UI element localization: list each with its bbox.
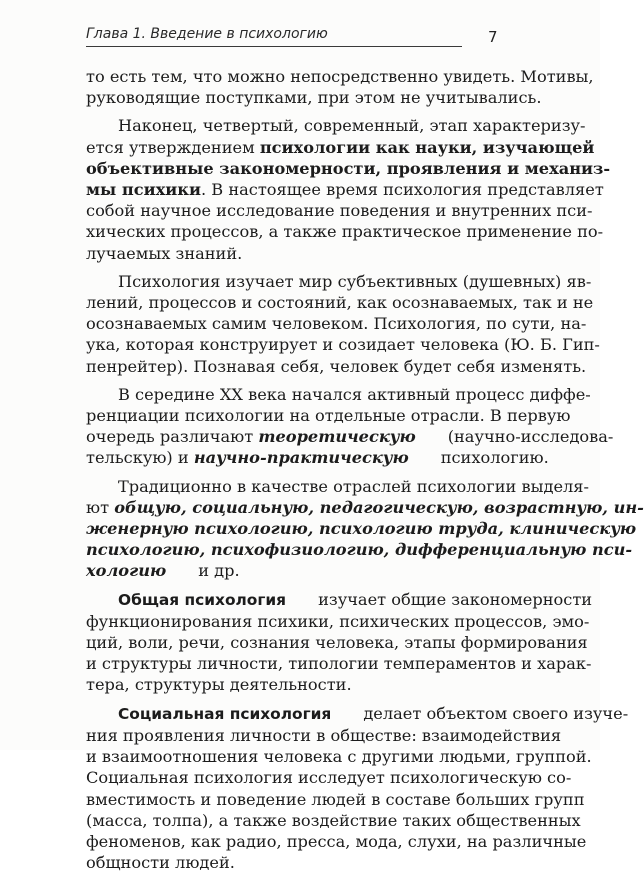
text-run: функционирования психики, психических процессов, эмо- — [86, 611, 590, 631]
text-run: очередь различают — [86, 427, 259, 447]
text-line — [86, 725, 562, 746]
text-run: и структуры личности, типологии темпераментов и харак- — [86, 654, 592, 674]
paragraph — [86, 66, 594, 108]
text-line — [86, 674, 494, 695]
text-line — [86, 447, 549, 468]
text-line — [86, 560, 494, 581]
text-run: изучает общие закономерности — [318, 589, 593, 609]
text-run: тельскую) и — [86, 448, 194, 468]
bold-italic-term: теоретическую — [258, 427, 416, 447]
text-line — [86, 179, 604, 200]
text-run: общности людей. — [86, 853, 235, 873]
text-line — [86, 66, 594, 87]
bold-italic-term: психологию, психофизиологию, дифференциальную пси- — [86, 540, 633, 560]
text-run: вместимость и поведение людей в составе больших групп — [86, 789, 585, 809]
text-line — [86, 632, 588, 653]
text-line — [86, 384, 591, 405]
text-line — [86, 334, 600, 355]
text-line — [86, 200, 593, 221]
section-term: Общая психология — [118, 590, 287, 609]
text-run: то есть тем, что можно непосредственно увидеть. Мотивы, — [86, 67, 594, 86]
paragraph — [86, 115, 611, 263]
paragraph — [86, 589, 593, 696]
bold-italic-term: научно-практическую — [193, 448, 409, 468]
text-run: руководящие поступками, при этом не учитывались. — [86, 88, 542, 108]
bold-emphasis: объективные закономерности, проявления и механиз- — [86, 158, 611, 178]
text-line — [86, 426, 614, 447]
text-run: ют — [86, 497, 115, 517]
text-run: лений, процессов и состояний, как осознаваемых, так и не — [86, 293, 594, 313]
text-line — [86, 313, 587, 334]
text-run: хических процессов, а также практическое применение по- — [86, 222, 604, 242]
text-line — [86, 405, 571, 426]
text-run: осознаваемых самим человеком. Психология, по сути, на- — [86, 314, 587, 334]
text-line — [86, 158, 611, 179]
paragraph — [86, 703, 629, 874]
text-line — [86, 539, 633, 560]
text-line — [86, 497, 644, 518]
page-header — [86, 22, 516, 50]
section-term: Социальная психология — [118, 704, 332, 723]
text-line — [86, 292, 594, 313]
header-rule — [86, 46, 462, 47]
bold-emphasis: мы психики — [86, 180, 201, 200]
text-run: . В настоящее время психология представляет — [201, 180, 604, 200]
text-line — [86, 703, 629, 725]
text-run: тера, структуры деятельности. — [86, 675, 352, 695]
text-line — [86, 221, 604, 242]
text-line — [86, 476, 589, 497]
text-line — [86, 653, 592, 674]
text-line — [86, 852, 494, 873]
text-run: ренциации психологии на отдельные отрасли. В первую — [86, 406, 571, 426]
text-line — [86, 271, 592, 292]
text-line — [86, 115, 586, 136]
text-run: собой научное исследование поведения и внутренних пси- — [86, 201, 593, 221]
page-number: 7 — [488, 28, 498, 46]
text-run: ций, воли, речи, сознания человека, этапы формирования — [86, 633, 588, 653]
text-run: психологию. — [440, 448, 549, 468]
text-run: (масса, толпа), а также воздействие таких общественных — [86, 810, 581, 830]
text-run: Социальная психология исследует психологическую со- — [86, 768, 572, 788]
running-head: Глава 1. Введение в психологию — [86, 26, 328, 42]
text-line — [86, 87, 542, 108]
text-run: лучаемых знаний. — [86, 243, 243, 263]
text-line — [86, 137, 595, 158]
text-run: Традиционно в качестве отраслей психологии выделя- — [118, 476, 589, 496]
paragraph — [86, 384, 614, 469]
text-line — [86, 589, 593, 611]
text-run: и взаимоотношения человека с другими людьми, группой. — [86, 747, 592, 767]
text-line — [86, 831, 587, 852]
text-run: В середине XX века начался активный процесс диффе- — [118, 384, 591, 404]
text-run: Психология изучает мир субъективных (душевных) яв- — [118, 271, 592, 291]
body-text — [86, 66, 644, 880]
text-run: ется утверждением — [86, 137, 260, 157]
text-run: ука, которая конструирует и созидает человека (Ю. Б. Гип- — [86, 335, 600, 355]
bold-italic-term: хологию — [86, 561, 167, 581]
paragraph — [86, 271, 600, 377]
text-line — [86, 518, 637, 539]
text-run: Наконец, четвертый, современный, этап характеризу- — [118, 116, 586, 136]
text-line — [86, 789, 585, 810]
bold-emphasis: психологии как науки, изучающей — [259, 137, 595, 157]
bold-italic-term: общую, социальную, педагогическую, возрастную, ин- — [114, 497, 644, 517]
text-line — [86, 767, 572, 788]
text-line — [86, 746, 592, 767]
text-line — [86, 243, 494, 264]
text-line — [86, 611, 590, 632]
bold-italic-term: женерную психологию, психологию труда, клиническую — [86, 519, 637, 539]
text-run: делает объектом своего изуче- — [363, 703, 629, 723]
text-run: пенрейтер). Познавая себя, человек будет себя изменять. — [86, 356, 587, 376]
text-run: ния проявления личности в обществе: взаимодействия — [86, 725, 562, 745]
text-run: феноменов, как радио, пресса, мода, слухи, на различные — [86, 831, 587, 851]
paragraph — [86, 476, 644, 582]
text-run: (научно-исследова- — [447, 427, 614, 447]
text-line — [86, 810, 581, 831]
text-line — [86, 356, 587, 377]
text-run: и др. — [198, 561, 240, 581]
